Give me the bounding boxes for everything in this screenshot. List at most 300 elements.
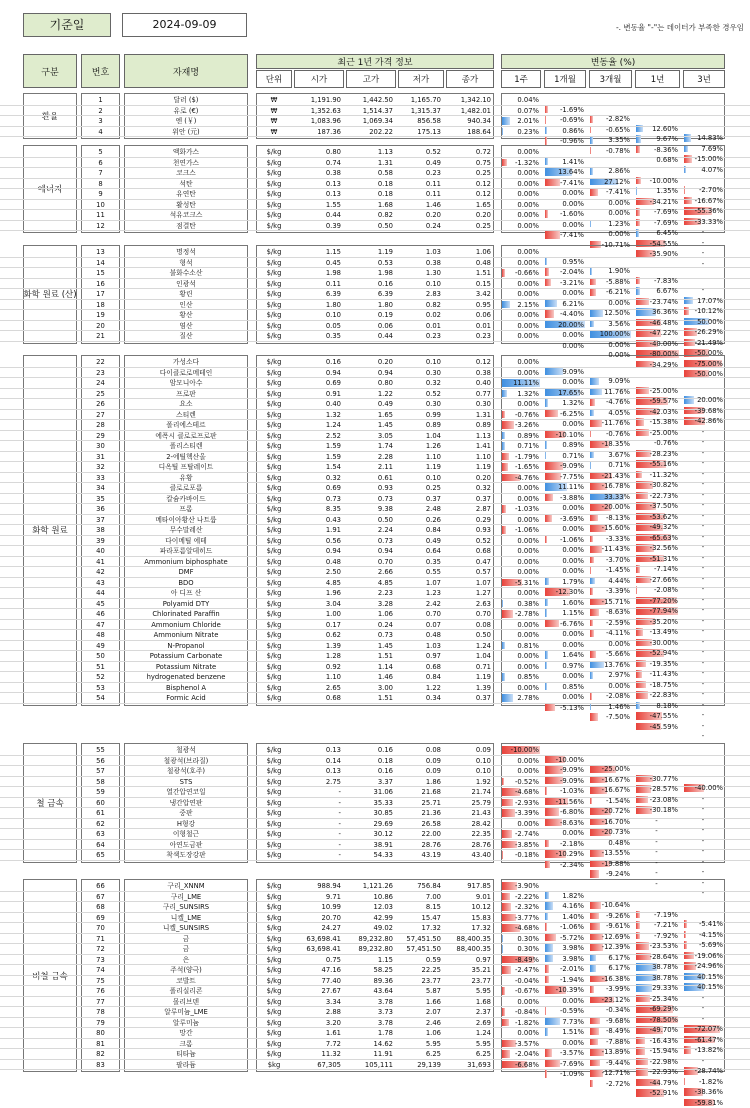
change-value: - bbox=[702, 889, 704, 897]
table-row bbox=[0, 289, 750, 300]
change-value: -39.68% bbox=[695, 407, 723, 415]
cell-close: 1.24 bbox=[446, 1028, 494, 1038]
cell-high: 0.82 bbox=[346, 210, 396, 220]
cell-open: - bbox=[294, 808, 344, 818]
cell-open: 1.61 bbox=[294, 1028, 344, 1038]
change-value: -55.16% bbox=[650, 460, 678, 468]
table-row bbox=[0, 986, 750, 997]
cell-no: 69 bbox=[81, 913, 120, 923]
change-value: -8.36% bbox=[654, 146, 678, 154]
cell-low: 756.84 bbox=[398, 881, 444, 891]
cell-low: 1.22 bbox=[398, 683, 444, 693]
change-w1 bbox=[501, 127, 541, 137]
cell-no: 79 bbox=[81, 1018, 120, 1028]
change-y3 bbox=[683, 710, 725, 720]
change-bar bbox=[502, 463, 508, 471]
cell-no: 25 bbox=[81, 389, 120, 399]
change-value: -28.74% bbox=[695, 1067, 723, 1075]
change-value: -7.41% bbox=[560, 179, 584, 187]
change-value: 6.17% bbox=[608, 964, 630, 972]
cell-name: Potassium Carbonate bbox=[124, 651, 248, 661]
cell-high: 42.99 bbox=[346, 913, 396, 923]
change-value: -3.57% bbox=[560, 1049, 584, 1057]
cell-high: 1.31 bbox=[346, 158, 396, 168]
change-w1 bbox=[501, 462, 541, 472]
cell-no: 48 bbox=[81, 630, 120, 640]
cell-open: 0.69 bbox=[294, 483, 344, 493]
change-value: - bbox=[702, 680, 704, 688]
table-row bbox=[0, 310, 750, 321]
change-value: - bbox=[702, 669, 704, 677]
category-label: 화학 원료 (산) bbox=[23, 247, 77, 342]
change-value: -6.25% bbox=[560, 410, 584, 418]
change-value: -4.15% bbox=[699, 931, 723, 939]
cell-close: 0.50 bbox=[446, 630, 494, 640]
change-value: - bbox=[702, 879, 704, 887]
table-row bbox=[0, 1007, 750, 1018]
cell-open: 0.32 bbox=[294, 473, 344, 483]
cell-low: 17.32 bbox=[398, 923, 444, 933]
cell-no: 16 bbox=[81, 279, 120, 289]
change-value: 1.90% bbox=[608, 267, 630, 275]
cell-name: 엔 (￥) bbox=[124, 116, 248, 126]
cell-low: 1.10 bbox=[398, 452, 444, 462]
cell-open: 1.91 bbox=[294, 525, 344, 535]
change-value: -15.94% bbox=[650, 1047, 678, 1055]
cell-no: 51 bbox=[81, 662, 120, 672]
cell-low: 22.25 bbox=[398, 965, 444, 975]
table-row bbox=[0, 95, 750, 106]
cell-no: 82 bbox=[81, 1049, 120, 1059]
cell-high: 0.94 bbox=[346, 368, 396, 378]
table-row bbox=[0, 955, 750, 966]
cell-high: 0.61 bbox=[346, 473, 396, 483]
change-value: 29.33% bbox=[652, 984, 678, 992]
cell-close: 1.31 bbox=[446, 410, 494, 420]
cell-close: 1.27 bbox=[446, 588, 494, 598]
cell-no: 56 bbox=[81, 756, 120, 766]
change-value: 4.16% bbox=[562, 902, 584, 910]
cell-name: DMF bbox=[124, 567, 248, 577]
change-value: -25.34% bbox=[650, 995, 678, 1003]
cell-low: 0.49 bbox=[398, 536, 444, 546]
cell-high: 0.80 bbox=[346, 378, 396, 388]
cell-open: 27.67 bbox=[294, 986, 344, 996]
cell-close: 0.75 bbox=[446, 158, 494, 168]
change-value: - bbox=[655, 869, 657, 877]
change-w1 bbox=[501, 189, 541, 199]
change-value: 0.00% bbox=[517, 259, 539, 267]
cell-open: 2.65 bbox=[294, 683, 344, 693]
cell-unit: $/kg bbox=[256, 798, 292, 808]
change-value: -3.57% bbox=[515, 1040, 539, 1048]
cell-name: Ammonium biphosphate bbox=[124, 557, 248, 567]
change-value: - bbox=[702, 512, 704, 520]
cell-unit: $/kg bbox=[256, 630, 292, 640]
table-row bbox=[0, 515, 750, 526]
change-value: 2.97% bbox=[608, 671, 630, 679]
change-w1 bbox=[501, 300, 541, 310]
cell-open: 63,698.41 bbox=[294, 944, 344, 954]
cell-unit: $/kg bbox=[256, 189, 292, 199]
cell-low: 22.00 bbox=[398, 829, 444, 839]
change-value: -10.00% bbox=[556, 756, 584, 764]
change-value: -7.21% bbox=[654, 921, 678, 929]
cell-high: 0.18 bbox=[346, 189, 396, 199]
table-row bbox=[0, 473, 750, 484]
cell-name: 액화가스 bbox=[124, 147, 248, 157]
table-row bbox=[0, 168, 750, 179]
cell-unit: $/kg bbox=[256, 483, 292, 493]
change-value: -20.72% bbox=[602, 807, 630, 815]
cell-no: 45 bbox=[81, 599, 120, 609]
cell-high: 1.74 bbox=[346, 441, 396, 451]
change-w1 bbox=[501, 609, 541, 619]
cell-no: 3 bbox=[81, 116, 120, 126]
change-w1 bbox=[501, 158, 541, 168]
change-value: -18.75% bbox=[650, 681, 678, 689]
change-w1 bbox=[501, 546, 541, 556]
change-value: -12.39% bbox=[602, 943, 630, 951]
cell-high: 1,069.34 bbox=[346, 116, 396, 126]
cell-open: 0.14 bbox=[294, 756, 344, 766]
cell-low: 0.55 bbox=[398, 567, 444, 577]
cell-no: 55 bbox=[81, 745, 120, 755]
change-value: - bbox=[702, 1015, 704, 1023]
change-value: - bbox=[702, 795, 704, 803]
cell-no: 13 bbox=[81, 247, 120, 257]
cell-no: 62 bbox=[81, 819, 120, 829]
change-w1 bbox=[501, 1028, 541, 1038]
change-bar bbox=[502, 1040, 516, 1048]
cell-name: 코크스 bbox=[124, 168, 248, 178]
cell-no: 80 bbox=[81, 1028, 120, 1038]
cell-open: 1.32 bbox=[294, 410, 344, 420]
cell-open: 0.68 bbox=[294, 693, 344, 703]
change-value: -1.06% bbox=[515, 526, 539, 534]
change-w1 bbox=[501, 1018, 541, 1028]
change-value: 17.65% bbox=[558, 389, 584, 397]
change-value: 36.36% bbox=[652, 308, 678, 316]
cell-open: 11.32 bbox=[294, 1049, 344, 1059]
change-bar bbox=[502, 1050, 510, 1058]
change-value: -6.80% bbox=[560, 808, 584, 816]
cell-unit: $/kg bbox=[256, 179, 292, 189]
cell-high: 1.06 bbox=[346, 609, 396, 619]
cell-unit: $/kg bbox=[256, 829, 292, 839]
cell-high: 1.51 bbox=[346, 693, 396, 703]
change-value: -1.82% bbox=[515, 1019, 539, 1027]
change-value: 12.60% bbox=[652, 125, 678, 133]
cell-high: 1.22 bbox=[346, 389, 396, 399]
change-w1 bbox=[501, 147, 541, 157]
cell-high: 1.51 bbox=[346, 651, 396, 661]
change-value: -5.13% bbox=[560, 704, 584, 712]
table-row bbox=[0, 976, 750, 987]
cell-unit: $/kg bbox=[256, 300, 292, 310]
change-value: 0.00% bbox=[562, 997, 584, 1005]
change-value: 0.00% bbox=[562, 693, 584, 701]
cell-no: 74 bbox=[81, 965, 120, 975]
cell-close: 1.65 bbox=[446, 200, 494, 210]
cell-low: 0.70 bbox=[398, 609, 444, 619]
cell-open: 1.96 bbox=[294, 588, 344, 598]
cell-high: 0.19 bbox=[346, 310, 396, 320]
cell-close: 10.12 bbox=[446, 902, 494, 912]
change-value: 0.00% bbox=[562, 1039, 584, 1047]
cell-low: 0.11 bbox=[398, 189, 444, 199]
table-row bbox=[0, 693, 750, 704]
change-value: -0.66% bbox=[515, 269, 539, 277]
change-value: -9.26% bbox=[606, 912, 630, 920]
change-bar bbox=[502, 505, 506, 513]
cell-no: 31 bbox=[81, 452, 120, 462]
change-value: 0.00% bbox=[562, 221, 584, 229]
cell-unit: $/kg bbox=[256, 1028, 292, 1038]
cell-open: 1.10 bbox=[294, 672, 344, 682]
cell-high: 2.23 bbox=[346, 588, 396, 598]
change-value: 38.78% bbox=[652, 963, 678, 971]
cell-high: 30.85 bbox=[346, 808, 396, 818]
cell-low: 0.52 bbox=[398, 147, 444, 157]
change-value: -20.73% bbox=[602, 828, 630, 836]
change-value: - bbox=[655, 827, 657, 835]
cell-name: 황린 bbox=[124, 289, 248, 299]
cell-unit: $/kg bbox=[256, 578, 292, 588]
cell-close: 0.68 bbox=[446, 546, 494, 556]
change-value: 12.50% bbox=[604, 309, 630, 317]
cell-no: 36 bbox=[81, 504, 120, 514]
cell-close: 17.32 bbox=[446, 923, 494, 933]
cell-name: 은 bbox=[124, 955, 248, 965]
cell-open: 1.55 bbox=[294, 200, 344, 210]
cell-high: 0.70 bbox=[346, 557, 396, 567]
change-value: -77.20% bbox=[650, 597, 678, 605]
change-w1 bbox=[501, 452, 541, 462]
change-w1 bbox=[501, 168, 541, 178]
cell-open: 187.36 bbox=[294, 127, 344, 137]
change-value: - bbox=[655, 848, 657, 856]
change-value: -13.82% bbox=[695, 1046, 723, 1054]
change-value: -19.35% bbox=[650, 660, 678, 668]
change-value: -55.36% bbox=[695, 207, 723, 215]
cell-high: 43.64 bbox=[346, 986, 396, 996]
change-value: -1.65% bbox=[515, 463, 539, 471]
change-w1 bbox=[501, 588, 541, 598]
change-w1 bbox=[501, 504, 541, 514]
change-value: 11.76% bbox=[604, 388, 630, 396]
cell-name: 염산 bbox=[124, 321, 248, 331]
table-row bbox=[0, 410, 750, 421]
cell-unit: $/kg bbox=[256, 441, 292, 451]
table-row bbox=[0, 189, 750, 200]
cell-close: 1.04 bbox=[446, 651, 494, 661]
change-value: - bbox=[702, 260, 704, 268]
change-value: 0.97% bbox=[562, 662, 584, 670]
change-value: 1.35% bbox=[656, 187, 678, 195]
cell-close: 1,482.01 bbox=[446, 106, 494, 116]
cell-close: 0.40 bbox=[446, 378, 494, 388]
change-bar bbox=[545, 1070, 547, 1078]
change-value: 40.15% bbox=[697, 973, 723, 981]
cell-no: 17 bbox=[81, 289, 120, 299]
cell-open: 1.54 bbox=[294, 462, 344, 472]
change-value: - bbox=[702, 638, 704, 646]
cell-open: - bbox=[294, 850, 344, 860]
cell-no: 40 bbox=[81, 546, 120, 556]
cell-no: 53 bbox=[81, 683, 120, 693]
cell-open: 1,352.63 bbox=[294, 106, 344, 116]
change-w1 bbox=[501, 221, 541, 231]
cell-name: 철광석 bbox=[124, 745, 248, 755]
cell-no: 11 bbox=[81, 210, 120, 220]
cell-high: 105,111 bbox=[346, 1060, 396, 1070]
cell-close: 25.79 bbox=[446, 798, 494, 808]
change-value: 0.00% bbox=[562, 342, 584, 350]
change-bar bbox=[502, 642, 505, 650]
cell-open: 0.13 bbox=[294, 189, 344, 199]
change-w1 bbox=[501, 515, 541, 525]
change-value: -45.59% bbox=[650, 723, 678, 731]
table-row bbox=[0, 127, 750, 138]
change-value: -9.09% bbox=[560, 766, 584, 774]
cell-name: 클로로포름 bbox=[124, 483, 248, 493]
change-value: 1.82% bbox=[562, 892, 584, 900]
cell-low: 1.26 bbox=[398, 441, 444, 451]
cell-close: 0.15 bbox=[446, 279, 494, 289]
change-value: - bbox=[702, 249, 704, 257]
cell-high: 2.11 bbox=[346, 462, 396, 472]
cell-no: 47 bbox=[81, 620, 120, 630]
change-value: -38.36% bbox=[695, 1088, 723, 1096]
change-value: 0.00% bbox=[562, 200, 584, 208]
change-value: 0.00% bbox=[517, 222, 539, 230]
table-row bbox=[0, 158, 750, 169]
change-w1 bbox=[501, 808, 541, 818]
table-row bbox=[0, 258, 750, 269]
table-row bbox=[0, 179, 750, 190]
cell-no: 41 bbox=[81, 557, 120, 567]
change-value: -10.71% bbox=[602, 241, 630, 249]
change-value: - bbox=[702, 228, 704, 236]
table-row bbox=[0, 504, 750, 515]
change-value: -4.11% bbox=[606, 629, 630, 637]
cell-open: 0.39 bbox=[294, 221, 344, 231]
cell-no: 8 bbox=[81, 179, 120, 189]
name-header: 자재명 bbox=[124, 54, 248, 88]
change-value: -27.66% bbox=[650, 576, 678, 584]
change-value: -8.13% bbox=[606, 514, 630, 522]
cell-name: 메타이아황산 나트륨 bbox=[124, 515, 248, 525]
change-value: 0.00% bbox=[517, 631, 539, 639]
change-w1 bbox=[501, 787, 541, 797]
cell-close: 0.12 bbox=[446, 357, 494, 367]
change-bar bbox=[502, 694, 513, 702]
cell-open: 0.48 bbox=[294, 557, 344, 567]
change-value: 3.56% bbox=[608, 320, 630, 328]
cell-name: 다이메틸 에테 bbox=[124, 536, 248, 546]
change-value: 0.48% bbox=[608, 839, 630, 847]
cell-high: 3.05 bbox=[346, 431, 396, 441]
change-value: 0.00% bbox=[562, 557, 584, 565]
cell-low: 25.71 bbox=[398, 798, 444, 808]
change-bar bbox=[502, 301, 510, 309]
cell-close: 0.89 bbox=[446, 420, 494, 430]
change-value: 33.33% bbox=[604, 493, 630, 501]
y3-header: 3년 bbox=[683, 70, 725, 88]
change-value: 0.00% bbox=[517, 621, 539, 629]
table-row bbox=[0, 357, 750, 368]
cell-low: 0.64 bbox=[398, 546, 444, 556]
cell-unit: $/kg bbox=[256, 840, 292, 850]
cell-low: 0.11 bbox=[398, 179, 444, 189]
cell-name: Chlorinated Paraffin bbox=[124, 609, 248, 619]
table-row bbox=[0, 483, 750, 494]
cell-close: 1.24 bbox=[446, 641, 494, 651]
cell-no: 27 bbox=[81, 410, 120, 420]
change-value: -5.31% bbox=[515, 579, 539, 587]
cell-no: 50 bbox=[81, 651, 120, 661]
change-value: -30.82% bbox=[650, 481, 678, 489]
change-value: -40.00% bbox=[695, 784, 723, 792]
change-value: -16.43% bbox=[650, 1037, 678, 1045]
change-bar bbox=[502, 830, 512, 838]
cell-name: 프롬 bbox=[124, 504, 248, 514]
cell-unit: $/kg bbox=[256, 808, 292, 818]
cell-high: 6.39 bbox=[346, 289, 396, 299]
cell-unit: $/kg bbox=[256, 420, 292, 430]
change-w1 bbox=[501, 892, 541, 902]
change-value: 0.30% bbox=[517, 935, 539, 943]
cell-close: 2.63 bbox=[446, 599, 494, 609]
cell-close: 0.10 bbox=[446, 756, 494, 766]
change-bar bbox=[502, 893, 510, 901]
change-value: 1.79% bbox=[562, 578, 584, 586]
cell-high: 0.50 bbox=[346, 221, 396, 231]
cell-no: 60 bbox=[81, 798, 120, 808]
cell-open: 0.11 bbox=[294, 279, 344, 289]
change-value: 1.40% bbox=[562, 913, 584, 921]
cell-open: 63,698.41 bbox=[294, 934, 344, 944]
cell-open: 77.40 bbox=[294, 976, 344, 986]
change-m1 bbox=[544, 703, 586, 713]
cell-unit: $/kg bbox=[256, 913, 292, 923]
table-row bbox=[0, 923, 750, 934]
cell-unit: $/kg bbox=[256, 986, 292, 996]
cell-name: 폴리실리콘 bbox=[124, 986, 248, 996]
change-w1 bbox=[501, 289, 541, 299]
change-w1 bbox=[501, 976, 541, 986]
cell-name: 폴리스티렌 bbox=[124, 441, 248, 451]
cell-no: 67 bbox=[81, 892, 120, 902]
cell-close: 2.87 bbox=[446, 504, 494, 514]
cell-name: 파라포름알데히드 bbox=[124, 546, 248, 556]
change-value: 0.00% bbox=[608, 299, 630, 307]
table-row bbox=[0, 902, 750, 913]
cell-no: 68 bbox=[81, 902, 120, 912]
cell-low: 0.59 bbox=[398, 955, 444, 965]
change-value: -5.66% bbox=[606, 650, 630, 658]
cell-no: 21 bbox=[81, 331, 120, 341]
cell-unit: ₩ bbox=[256, 127, 292, 137]
change-w1 bbox=[501, 620, 541, 630]
cell-name: 활성탄 bbox=[124, 200, 248, 210]
cell-unit: $/kg bbox=[256, 965, 292, 975]
change-value: 20.00% bbox=[697, 396, 723, 404]
change-value: -78.50% bbox=[650, 1016, 678, 1024]
change-value: 6.45% bbox=[656, 229, 678, 237]
change-w1 bbox=[501, 745, 541, 755]
